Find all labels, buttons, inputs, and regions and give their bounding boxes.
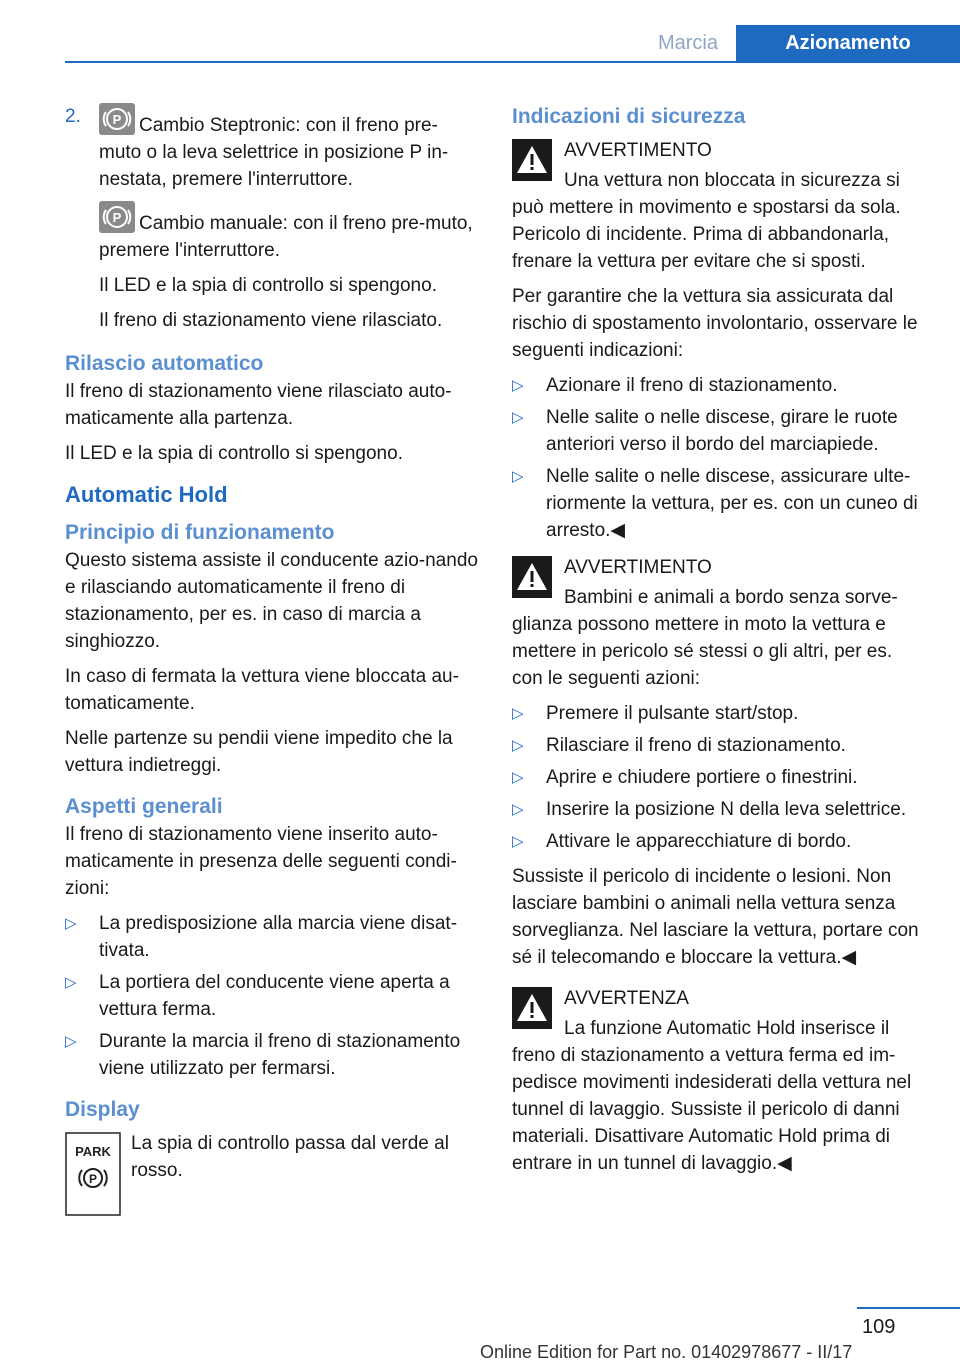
warning-paragraph-2: Sussiste il pericolo di incidente o lesioni. Non lasciare bambini o animali nella vettura senza sorveglianza. Nel lasciare la vettura, portare con sé il telecomando e bloccare la vettura.◀ [512,866,919,968]
list-item: ▷ Attivare le apparecchiature di bordo. [512,828,926,855]
list-triangle-icon: ▷ [65,1033,77,1050]
warning-list-1 [512,372,926,544]
svg-text:PARK: PARK [75,1144,111,1159]
list-item: ▷ Durante la marcia il freno di stazionamento viene utilizzato per fermarsi. [65,1028,479,1082]
footer-edition: Online Edition for Part no. 01402978677 - II/17 [480,1342,853,1362]
aspetti-list [65,910,479,1082]
display-row [65,1130,479,1216]
list-item: ▷ Nelle salite o nelle discese, girare le ruote anteriori verso il bordo del marciapiede. [512,404,926,458]
svg-text:P: P [112,112,122,127]
list-item: ▷ Aprire e chiudere portiere o finestrini. [512,764,926,791]
steptronic-text: Cambio Steptronic: con il freno pre-muto o la leva selettrice in posizione P in-nestata, premere l'interruttore. [99,115,449,190]
warning-label-2: AVVERTIMENTO [564,557,712,578]
svg-text:P: P [88,1172,98,1186]
page-number: 109 [862,1316,896,1338]
principio-paragraph-1: Questo sistema assiste il conducente azio-nando e rilasciando automaticamente il freno di stazionamento, per es. in caso di marcia a singhiozzo. [65,550,478,652]
list-triangle-icon: ▷ [512,737,524,754]
list-item: ▷ La predisposizione alla marcia viene disat-tivata. [65,910,479,964]
display-text: La spia di controllo passa dal verde al rosso. [131,1133,449,1181]
list-item: ▷ Premere il pulsante start/stop. [512,700,926,727]
warning-triangle-icon [512,987,552,1029]
principio-heading: Principio di funzionamento [65,521,335,544]
warning-list-2 [512,700,926,855]
left-column [65,103,479,1216]
list-item: ▷ Nelle salite o nelle discese, assicurare ulte-riormente la vettura, per es. con un cuneo di arresto.◀ [512,463,926,544]
list-triangle-icon: ▷ [512,705,524,722]
list-item: ▷ Rilasciare il freno di stazionamento. [512,732,926,759]
list-triangle-icon: ▷ [65,974,77,991]
aspetti-paragraph: Il freno di stazionamento viene inserito auto-maticamente in presenza delle seguenti condi-zioni: [65,824,457,899]
list-item: ▷ Inserire la posizione N della leva selettrice. [512,796,926,823]
warning-text-1: Una vettura non bloccata in sicurezza si può mettere in movimento e spostarsi da sola. Pericolo di incidente. Prima di abbandonarla, frenare la vettura per evitare che si sposti. [512,170,901,272]
warning-paragraph-1: Per garantire che la vettura sia assicurata dal rischio di spostamento involontario, osservare le seguenti indicazioni: [512,286,918,361]
list-triangle-icon: ▷ [512,833,524,850]
list-triangle-icon: ▷ [512,801,524,818]
parking-brake-icon [99,103,135,135]
step-number: 2. [65,106,81,127]
warning-label-3: AVVERTENZA [564,988,689,1009]
list-item: ▷ La portiera del conducente viene aperta a vettura ferma. [65,969,479,1023]
rilascio-paragraph-2: Il LED e la spia di controllo si spengono. [65,443,403,464]
display-heading: Display [65,1098,140,1121]
header-rule [65,61,960,63]
warning-text-3: La funzione Automatic Hold inserisce il freno di stazionamento a vettura ferma ed im-pedisce movimenti indesiderati della vettura nel tunnel di lavaggio. Sussiste il pericolo di danni materiali. Disattivare Automatic Hold prima di entrare in un tunnel di lavaggio.◀ [512,1018,912,1174]
parking-brake-icon [99,201,135,233]
header-section: Marcia [657,32,718,54]
list-triangle-icon: ▷ [512,468,524,485]
list-item: ▷ Azionare il freno di stazionamento. [512,372,926,399]
rilascio-paragraph-1: Il freno di stazionamento viene rilasciato auto-maticamente alla partenza. [65,381,452,429]
list-triangle-icon: ▷ [512,377,524,394]
warning-triangle-icon [512,139,552,181]
warning-text-2: Bambini e animali a bordo senza sorve-glianza possono mettere in moto la vettura e mettere in pericolo sé stessi o gli altri, per es. con le seguenti azioni: [512,587,898,689]
warning-label-1: AVVERTIMENTO [564,140,712,161]
page-number-rule [857,1307,960,1309]
aspetti-heading: Aspetti generali [65,795,223,818]
principio-paragraph-3: Nelle partenze su pendii viene impedito che la vettura indietreggi. [65,728,453,776]
sicurezza-heading: Indicazioni di sicurezza [512,105,746,128]
svg-text:P: P [112,210,122,225]
manuale-text: Cambio manuale: con il freno pre-muto, premere l'interruttore. [99,213,473,261]
released-text: Il freno di stazionamento viene rilasciato. [99,310,443,331]
principio-paragraph-2: In caso di fermata la vettura viene bloccata au-tomaticamente. [65,666,459,714]
park-indicator-icon [65,1132,121,1216]
header-tab: Azionamento [736,25,960,62]
list-triangle-icon: ▷ [512,409,524,426]
warning-triangle-icon [512,556,552,598]
led-off-text: Il LED e la spia di controllo si spengono. [99,275,437,296]
rilascio-heading: Rilascio automatico [65,352,264,375]
list-triangle-icon: ▷ [512,769,524,786]
numbered-step [65,103,479,193]
right-column [512,103,926,1185]
automatic-hold-heading: Automatic Hold [65,482,228,507]
list-triangle-icon: ▷ [65,915,77,932]
